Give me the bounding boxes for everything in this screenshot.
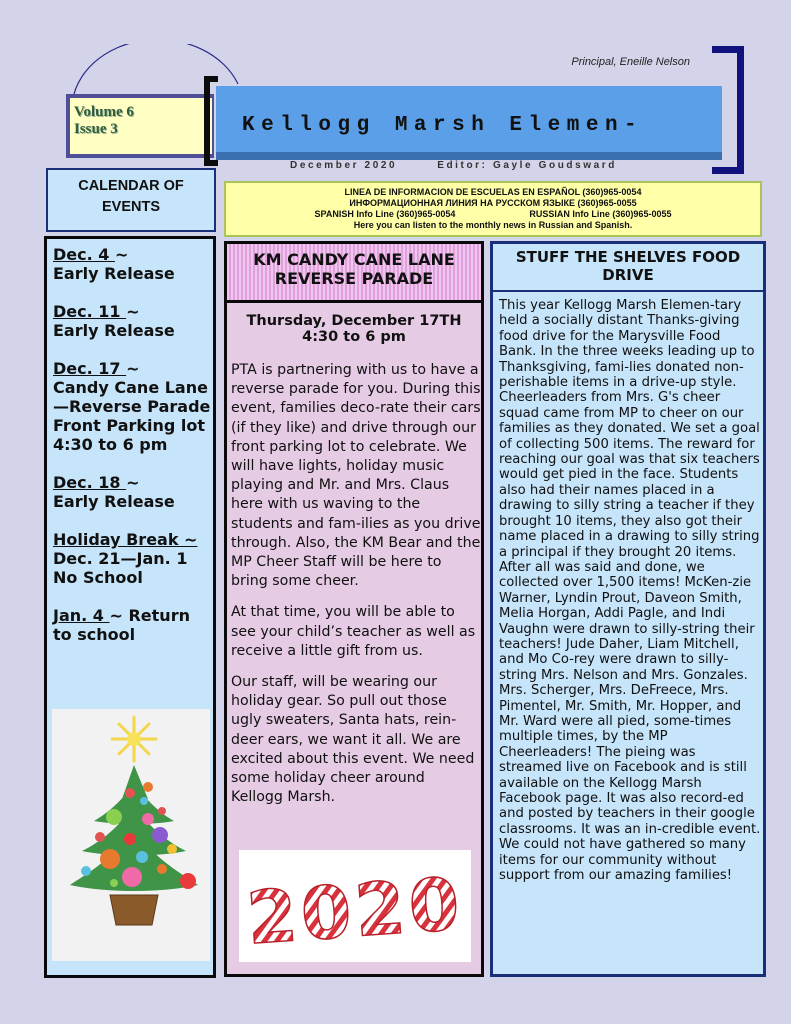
parade-date: Thursday, December 17TH [246, 313, 462, 329]
calendar-event [53, 245, 213, 283]
calendar-event-list [53, 245, 213, 663]
event-tail: ~ Return to school [53, 606, 190, 644]
candy-cane-2020-picture [239, 850, 471, 962]
calendar-heading-line1: CALENDAR OF [78, 178, 184, 194]
info-line-note: Here you can listen to the monthly news in Russian and Spanish. [353, 220, 633, 230]
event-desc: Early Release [53, 264, 175, 283]
issue-date: December 2020 [290, 160, 398, 171]
event-date: Holiday Break ~ [53, 530, 198, 549]
event-desc: Early Release [53, 321, 175, 340]
info-line-spanish-full: LINEA DE INFORMACION DE ESCUELAS EN ESPAÑOL (360)965-0054 [344, 187, 642, 197]
volume-label: Volume 6 [74, 104, 134, 120]
title-banner-shadow [216, 152, 722, 160]
calendar-column [44, 236, 216, 978]
food-drive-article [490, 241, 766, 977]
christmas-tree-icon [52, 709, 210, 961]
volume-issue [74, 104, 134, 138]
parade-paragraph: At that time, you will be able to see your child’s teacher as well as receive a little gift from us. [231, 604, 476, 659]
russian-info-line: RUSSIAN Info Line (360)965-0055 [529, 209, 672, 219]
event-date: Jan. 4 [53, 606, 110, 625]
event-tail: ~ [126, 359, 140, 378]
food-drive-text: This year Kellogg Marsh Elemen-tary held a socially distant Thanks-giving food drive for the Marysville Food Bank. In the three weeks leading up to Thanksgiving, fami-lies donated non-perishable items in a drive-up style. Cheerleaders from Mrs. G's cheer squad came from MP to cheer on our families as they donated. We set a goal of collecting 500 items. The reward for reaching our goal was that six teachers would get pied in the face. Students also had their names placed in a drawing to silly string a teacher if they brought 10 items, they also got their name placed in a drawing to silly string a principal if they brought 20 items. After all was said and done, we collected over 1,500 items! McKen-zie Warner, Lyndin Prout, Daveon Smith, Melia Horgan, Addi Pagle, and Indi Vaughn were drawn to silly-string their teachers! Jude Daher, Liam Mitchell, and Mo Co-rey were drawn to silly-string Mrs. Nelson and Mrs. Gonzales. Mrs. Scherger, Mrs. DeFreece, Mrs. Pimentel, Mr. Smith, Mr. Hopper, and Mr. Ward were all pied, some-times multiple times, by the MP Cheerleaders! The pieing was streamed live on Facebook and is still available on the Kellogg Marsh Facebook page. It was also record-ed and posted by teachers in their google classrooms. It was an in-credible event. We could not have gathered so many items for our community without support from our amazing families! [499, 298, 761, 884]
principal-name: Principal, Eneille Nelson [571, 56, 690, 68]
event-desc: Early Release [53, 492, 175, 511]
spanish-info-line: SPANISH Info Line (360)965-0054 [314, 209, 456, 219]
candy-year-text: 2020 [244, 861, 466, 961]
parade-heading: KM CANDY CANE LANE REVERSE PARADE [224, 241, 484, 303]
event-date: Dec. 4 [53, 245, 115, 264]
title-banner [216, 86, 722, 158]
parade-time: 4:30 to 6 pm [302, 329, 406, 345]
parade-article [224, 303, 484, 977]
event-date: Dec. 17 [53, 359, 127, 378]
parade-text [231, 361, 481, 819]
calendar-event [53, 606, 213, 644]
parade-when [231, 313, 477, 345]
calendar-event [53, 302, 213, 340]
event-desc: Dec. 21—Jan. 1 No School [53, 549, 188, 587]
parade-paragraph: PTA is partnering with us to have a reverse parade for you. During this event, families deco-rate their cars (if they like) and drive through our front parking lot to celebrate. We will have lights, holiday music playing and Mr. and Mrs. Claus here with us waving to the students and fam-ilies as you drive through. Also, the KM Bear and the MP Cheer Staff will be here to bring some cheer. [231, 362, 481, 590]
event-tail: ~ [126, 302, 140, 321]
christmas-tree-picture [52, 709, 210, 961]
parade-paragraph: Our staff, will be wearing our holiday gear. So pull out those ugly sweaters, Santa hats, rein-deer ears, we want it all. We are excited about this event. We need some holiday cheer around Kellogg Marsh. [231, 674, 475, 806]
calendar-event [53, 359, 213, 454]
calendar-heading [46, 168, 216, 232]
info-line-box [224, 181, 762, 237]
event-tail: ~ [126, 473, 140, 492]
food-drive-heading: STUFF THE SHELVES FOOD DRIVE [493, 244, 763, 292]
calendar-heading-line2: EVENTS [101, 199, 160, 215]
event-desc: Candy Cane Lane—Reverse Parade Front Parking lot 4:30 to 6 pm [53, 378, 211, 454]
event-date: Dec. 11 [53, 302, 127, 321]
editor-name: Editor: Gayle Goudsward [437, 160, 618, 171]
calendar-event [53, 473, 213, 511]
issue-label: Issue 3 [74, 121, 118, 137]
info-line-russian-full: ИНФОРМАЦИОННАЯ ЛИНИЯ НА РУССКОМ ЯЗЫКЕ (360)965-0055 [349, 198, 637, 208]
event-date: Dec. 18 [53, 473, 127, 492]
candy-cane-2020-icon [239, 850, 471, 962]
star-icon [112, 717, 156, 761]
event-tail: ~ [114, 245, 129, 264]
info-line-numbers [226, 209, 760, 220]
calendar-event [53, 530, 213, 587]
right-bracket [712, 46, 744, 174]
newsletter-title: Kellogg Marsh Elemen- [242, 114, 644, 137]
dateline [290, 160, 617, 171]
